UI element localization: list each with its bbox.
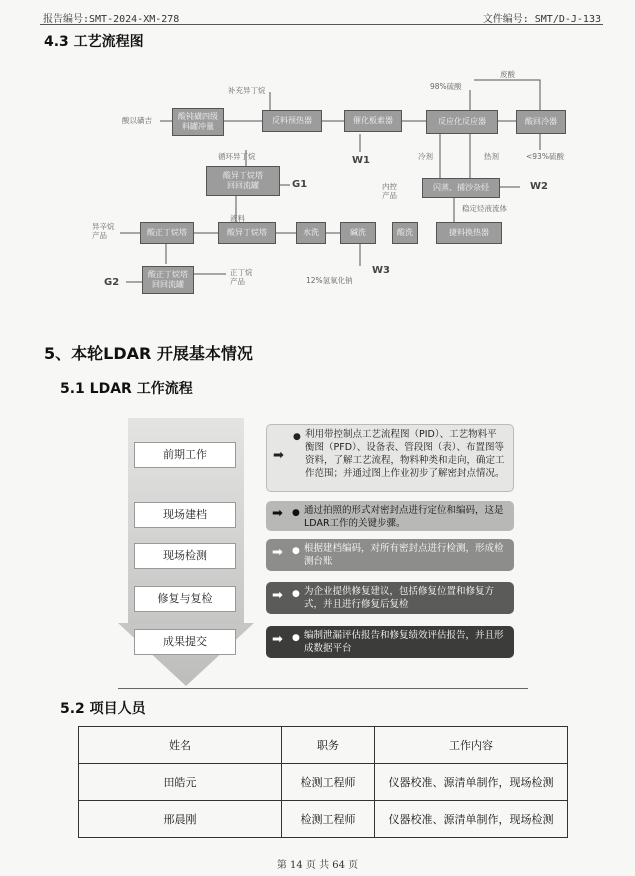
chevron-right-icon: ➡: [272, 545, 283, 560]
acid98-label: 98%硫酸: [430, 82, 462, 91]
stage-preliminary: 前期工作: [134, 442, 236, 468]
page-footer: 第 14 页 共 64 页: [276, 860, 359, 871]
internal-product-label: 内控 产品: [382, 182, 397, 200]
table-row: [79, 801, 568, 838]
cell-work: 仪器校准、源清单制作，现场检测: [375, 801, 568, 838]
personnel-table: [78, 726, 568, 838]
stage-onsite-archive: 现场建档: [134, 502, 236, 528]
condenser-box: 酸回冷器: [516, 110, 566, 134]
chevron-right-icon: ➡: [272, 506, 283, 521]
w2-label: W2: [530, 181, 548, 192]
section-divider: [118, 688, 528, 689]
chevron-right-icon: ➡: [272, 632, 283, 647]
desc-submit-results: ➡ ● 编制泄漏评估报告和修复绩效评估报告，并且形成数据平台: [266, 626, 514, 658]
heat-exchanger-box: 捷料换热器: [436, 222, 502, 244]
section-title-4-3: 4.3 工艺流程图: [44, 34, 144, 50]
desc-onsite-archive: ➡ ● 通过拍照的形式对密封点进行定位和编码，这是LDAR工作的关键步骤。: [266, 501, 514, 531]
cell-position: 检测工程师: [282, 801, 375, 838]
light-tower-box: 酸异丁烷塔: [218, 222, 276, 244]
naoh-label: 12%氢氧化钠: [306, 276, 353, 285]
stabilizer-box: 酸异丁烷塔 回回流罐: [206, 166, 280, 196]
bullet-icon: ●: [292, 508, 300, 518]
table-header-row: [79, 727, 568, 764]
w1-label: W1: [352, 155, 370, 166]
cell-name: 邢晨刚: [79, 801, 282, 838]
chevron-right-icon: ➡: [273, 448, 284, 463]
flash-box: 闪蒸、捕沙杂烃: [422, 178, 500, 198]
header-work: 工作内容: [375, 727, 568, 764]
nbutane-product-label: 正丁烷 产品: [230, 268, 253, 286]
section-title-5: 5、本轮LDAR 开展基本情况: [44, 344, 253, 363]
washer-box: 催化板索器: [344, 110, 402, 132]
recycle-label: 循环异丁烷: [218, 152, 256, 161]
stage-repair-recheck: 修复与复检: [134, 586, 236, 612]
chevron-right-icon: ➡: [272, 588, 283, 603]
liquid-label: 液料: [230, 214, 245, 223]
table-row: [79, 764, 568, 801]
section-title-5-1: 5.1 LDAR 工作流程: [60, 381, 193, 397]
waste-acid-label: 废酸: [500, 70, 515, 79]
reactor-feed-box: 反料预热器: [262, 110, 322, 132]
heavy-tower-box: 酸正丁烷塔: [140, 222, 194, 244]
desc-preliminary: ➡ ● 利用带控制点工艺流程图（PID）、工艺物料平衡图（PFD）、设备表、管段图（表）、布置图等资料，了解工艺流程，物料种类和走向，确定工作范围；并通过图上作业初步了解密封点情况。: [266, 424, 514, 492]
reactor-box: 反应化反应器: [426, 110, 498, 134]
cold-agent-label: 冷剂: [418, 152, 433, 161]
acid-out-label: <93%硫酸: [526, 152, 564, 161]
cell-work: 仪器校准、源清单制作，现场检测: [375, 764, 568, 801]
feed-label: 酸以磺吉: [122, 116, 152, 125]
header-position: 职务: [282, 727, 375, 764]
preheat-box: 酸钝磺四级 料罐冲量: [172, 108, 224, 136]
bullet-icon: ●: [292, 546, 300, 556]
g2-label: G2: [104, 277, 120, 288]
w3-label: W3: [372, 265, 390, 276]
alkali-wash-box: 碱洗: [340, 222, 376, 244]
stage-submit-results: 成果提交: [134, 629, 236, 655]
bullet-icon: ●: [293, 432, 301, 442]
stable-liquid-label: 稳定烃液流体: [462, 204, 507, 213]
header-name: 姓名: [79, 727, 282, 764]
desc-onsite-detection: ➡ ● 根据建档编码，对所有密封点进行检测，形成检测台账: [266, 539, 514, 571]
file-number: 文件编号: SMT/D-J-133: [482, 14, 601, 25]
cell-name: 田皓元: [79, 764, 282, 801]
g1-label: G1: [292, 179, 308, 190]
desc-repair-recheck: ➡ ● 为企业提供修复建议，包括修复位置和修复方式，并且进行修复后复检: [266, 582, 514, 614]
section-title-5-2: 5.2 项目人员: [60, 701, 146, 717]
report-number: 报告编号:SMT-2024-XM-278: [43, 14, 180, 25]
hot-agent-label: 热剂: [484, 152, 499, 161]
acid-wash-box: 酸洗: [392, 222, 418, 244]
isooctane-product-label: 异辛烷 产品: [92, 222, 115, 240]
bullet-icon: ●: [292, 589, 300, 599]
isobutane-label: 补充异丁烷: [228, 86, 266, 95]
bullet-icon: ●: [292, 633, 300, 643]
stage-onsite-detection: 现场检测: [134, 543, 236, 569]
cell-position: 检测工程师: [282, 764, 375, 801]
water-wash-box: 水洗: [296, 222, 326, 244]
bottom-drum-box: 酸正丁烷塔 回回流罐: [142, 266, 194, 294]
